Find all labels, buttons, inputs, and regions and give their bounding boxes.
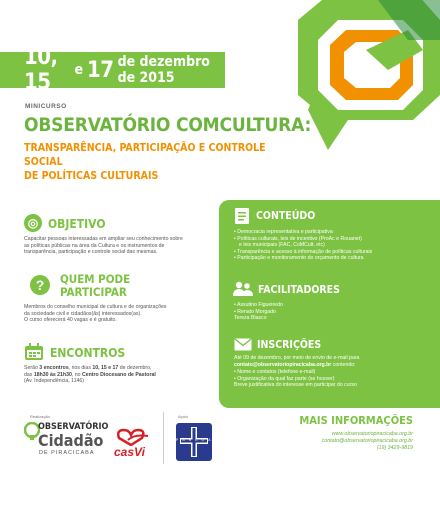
date-days: 10, 15: [24, 45, 58, 95]
inscricoes-intro-line: Até 09 de dezembro, por meio de envio de e-mail para: [234, 355, 360, 361]
phone-number: (19) 3429-9819: [376, 445, 413, 451]
question-icon: ?: [30, 275, 50, 295]
date-month-year: de dezembro de 2015: [117, 54, 210, 86]
inscricoes-heading: INSCRIÇÕES: [257, 339, 322, 351]
list-item: • Democracia representativa e participativa: [234, 229, 372, 236]
date-connector: e: [74, 62, 84, 78]
divider: [163, 412, 164, 464]
facilitadores-list: [234, 302, 283, 322]
contact-email-link[interactable]: contato@observatoriopiracicaba.org.br: [234, 361, 332, 368]
objetivo-line: transparência, participação e controle social das mesmas.: [24, 249, 158, 256]
list-item: • Renato Morgado: [234, 309, 283, 316]
subtitle-line-2: DE POLÍTICAS CULTURAIS: [24, 170, 159, 182]
casvi-text: casVi: [114, 445, 145, 459]
kicker-label: MINICURSO: [25, 103, 67, 110]
list-item: e leis municipais (FAC, CoMCult, etc): [239, 242, 325, 249]
encontros-line-3: (Av. Independência, 1146): [24, 378, 84, 385]
list-item: • Organização da qual faz parte (se houver): [234, 376, 357, 383]
people-icon: [232, 281, 254, 297]
conteudo-heading: CONTEÚDO: [256, 210, 316, 222]
casvi-heart-icon: [114, 426, 154, 446]
pascoa-logo: [176, 423, 215, 461]
apoio-label: Apoio: [178, 414, 189, 419]
list-item: • Nome e contatos (telefone e-mail): [234, 369, 357, 376]
subtitle-line-1: TRANSPARÊNCIA, PARTICIPAÇÃO E CONTROLE SOCIAL: [24, 142, 266, 168]
obs-logo-line-1: OBSERVATÓRIO: [38, 422, 109, 432]
quem-pode-line: Membros do conselho municipal de cultura e de organizações: [24, 304, 167, 310]
realizacao-label: Realização: [30, 414, 50, 419]
list-item: • Transparência e acesso à informação de políticas culturais: [234, 249, 372, 256]
quem-pode-text: [24, 304, 214, 324]
objetivo-line: as políticas públicas na área da Cultura e os instrumentos de: [24, 242, 165, 249]
obs-logo-line-2: Cidadão: [38, 431, 104, 450]
encontros-line-2: das 18h30 às 21h30, no Centro Diocesano de Pastoral: [24, 371, 156, 378]
list-item: • Assutino Figueiredo: [234, 302, 283, 309]
page-title: OBSERVATÓRIO COMCULTURA:: [24, 114, 312, 136]
date-banner: [0, 45, 225, 95]
facilitadores-heading: FACILITADORES: [258, 284, 340, 296]
quem-pode-heading: [60, 273, 130, 299]
inscricoes-intro-line: contato@observatoriopiracicaba.org.br contendo:: [234, 361, 356, 368]
list-item: • Políticas culturais, leis de incentivo (ProAc e Rouanet): [234, 236, 372, 243]
objetivo-heading: OBJETIVO: [48, 217, 106, 231]
list-item: • Participação e monitoramento do orçamento de cultura: [234, 255, 372, 262]
obs-logo-line-3: DE PIRACICABA: [39, 450, 95, 456]
envelope-icon: [234, 338, 252, 351]
mais-informacoes-heading: MAIS INFORMAÇÕES: [299, 414, 413, 427]
email-link[interactable]: contato@observatoriopiracicaba.org.br: [321, 438, 413, 444]
calendar-icon: [24, 343, 44, 361]
pascoa-cross-icon: [176, 423, 215, 461]
list-item: Tereza Blasco: [234, 315, 267, 322]
website-link[interactable]: www.observatoriopiracicaba.org.br: [331, 431, 413, 437]
quem-pode-heading-line: PARTICIPAR: [60, 285, 127, 299]
quem-pode-line: O curso oferecerá 40 vagas e é gratuito.: [24, 317, 117, 324]
list-item: Breve justificativa do interesse em participar do curso: [234, 382, 357, 389]
pascoa-text: PÁSCOA: [176, 438, 215, 442]
objetivo-text: [24, 236, 214, 256]
encontros-text: [24, 365, 219, 385]
inscricoes-list: [234, 369, 357, 389]
encontros-heading: ENCONTROS: [50, 346, 126, 360]
page-subtitle: [24, 141, 284, 183]
quem-pode-heading-line: QUEM PODE: [60, 272, 131, 286]
conteudo-list: [234, 229, 372, 262]
inscricoes-intro: [234, 355, 434, 368]
target-icon: ◎: [24, 214, 42, 232]
date-last-day: 17: [87, 57, 114, 83]
encontros-line-1: Serão 3 encontros, nos dias 10, 15 e 17 de dezembro,: [24, 365, 152, 371]
objetivo-line: Capacitar pessoas interessadas em ampliar seu conhecimento sobre: [24, 236, 183, 242]
observatorio-cidadao-logo: [24, 412, 120, 462]
quem-pode-line: da sociedade civil e cidadãos(ãs) interessados(as).: [24, 310, 142, 317]
document-icon: [234, 207, 250, 225]
casvi-logo: [110, 426, 160, 466]
